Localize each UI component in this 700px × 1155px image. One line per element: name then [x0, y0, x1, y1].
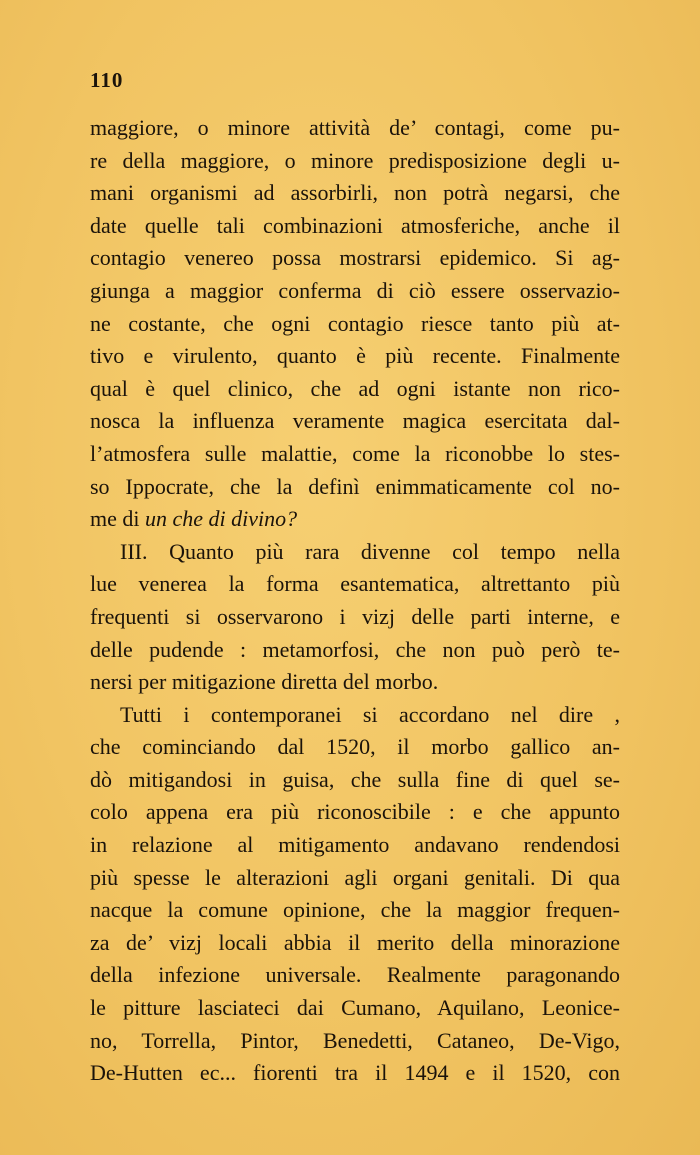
text-line: delle pudende : metamorfosi, che non può però te-	[90, 636, 620, 662]
text-line: della infezione universale. Realmente paragonando	[90, 962, 620, 988]
text-fragment: me di	[90, 506, 145, 532]
text-line: nosca la influenza veramente magica esercitata dal-	[90, 408, 620, 434]
text-line: date quelle tali combinazioni atmosferiche, anche il	[90, 212, 620, 238]
text-line: contagio venereo possa mostrarsi epidemico. Si ag-	[90, 245, 620, 271]
text-line: l’atmosfera sulle malattie, come la riconobbe lo stes-	[90, 440, 620, 466]
text-line: re della maggiore, o minore predisposizione degli u-	[90, 147, 620, 173]
text-line: III. Quanto più rara divenne col tempo nella	[120, 538, 620, 564]
text-line: ne costante, che ogni contagio riesce tanto più at-	[90, 310, 620, 336]
text-line: so Ippocrate, che la definì enimmaticamente col no-	[90, 473, 620, 499]
text-line: De-Hutten ec... fiorenti tra il 1494 e il 1520, con	[90, 1060, 620, 1086]
text-line: più spesse le alterazioni agli organi genitali. Di qua	[90, 864, 620, 890]
text-line: maggiore, o minore attività de’ contagi, come pu-	[90, 115, 620, 140]
text-line: qual è quel clinico, che ad ogni istante non rico-	[90, 375, 620, 401]
text-line: no, Torrella, Pintor, Benedetti, Cataneo, De-Vigo,	[90, 1027, 620, 1053]
text-line: za de’ vizj locali abbia il merito della minorazione	[90, 929, 620, 955]
text-line: dò mitigandosi in guisa, che sulla fine di quel se-	[90, 766, 620, 792]
body-text	[90, 112, 620, 1090]
text-line-last	[90, 503, 620, 536]
text-line: colo appena era più riconoscibile : e che appunto	[90, 799, 620, 825]
text-line: le pitture lasciateci dai Cumano, Aquilano, Leonice-	[90, 995, 620, 1021]
text-line: che cominciando dal 1520, il morbo gallico an-	[90, 734, 620, 760]
text-line: lue venerea la forma esantematica, altrettanto più	[90, 571, 620, 597]
text-line: nersi per mitigazione diretta del morbo.	[90, 669, 439, 695]
text-line: mani organismi ad assorbirli, non potrà negarsi, che	[90, 180, 620, 206]
page-number: 110	[90, 68, 124, 92]
text-line: Tutti i contemporanei si accordano nel dire ,	[120, 701, 620, 727]
italic-quote: un che di divino?	[145, 506, 298, 532]
text-line: frequenti si osservarono i vizj delle parti interne, e	[90, 603, 620, 629]
text-line: tivo e virulento, quanto è più recente. Finalmente	[90, 343, 620, 369]
text-line: nacque la comune opinione, che la maggior frequen-	[90, 897, 620, 923]
text-line: in relazione al mitigamento andavano rendendosi	[90, 832, 620, 858]
text-line: giunga a maggior conferma di ciò essere osservazio-	[90, 277, 620, 303]
